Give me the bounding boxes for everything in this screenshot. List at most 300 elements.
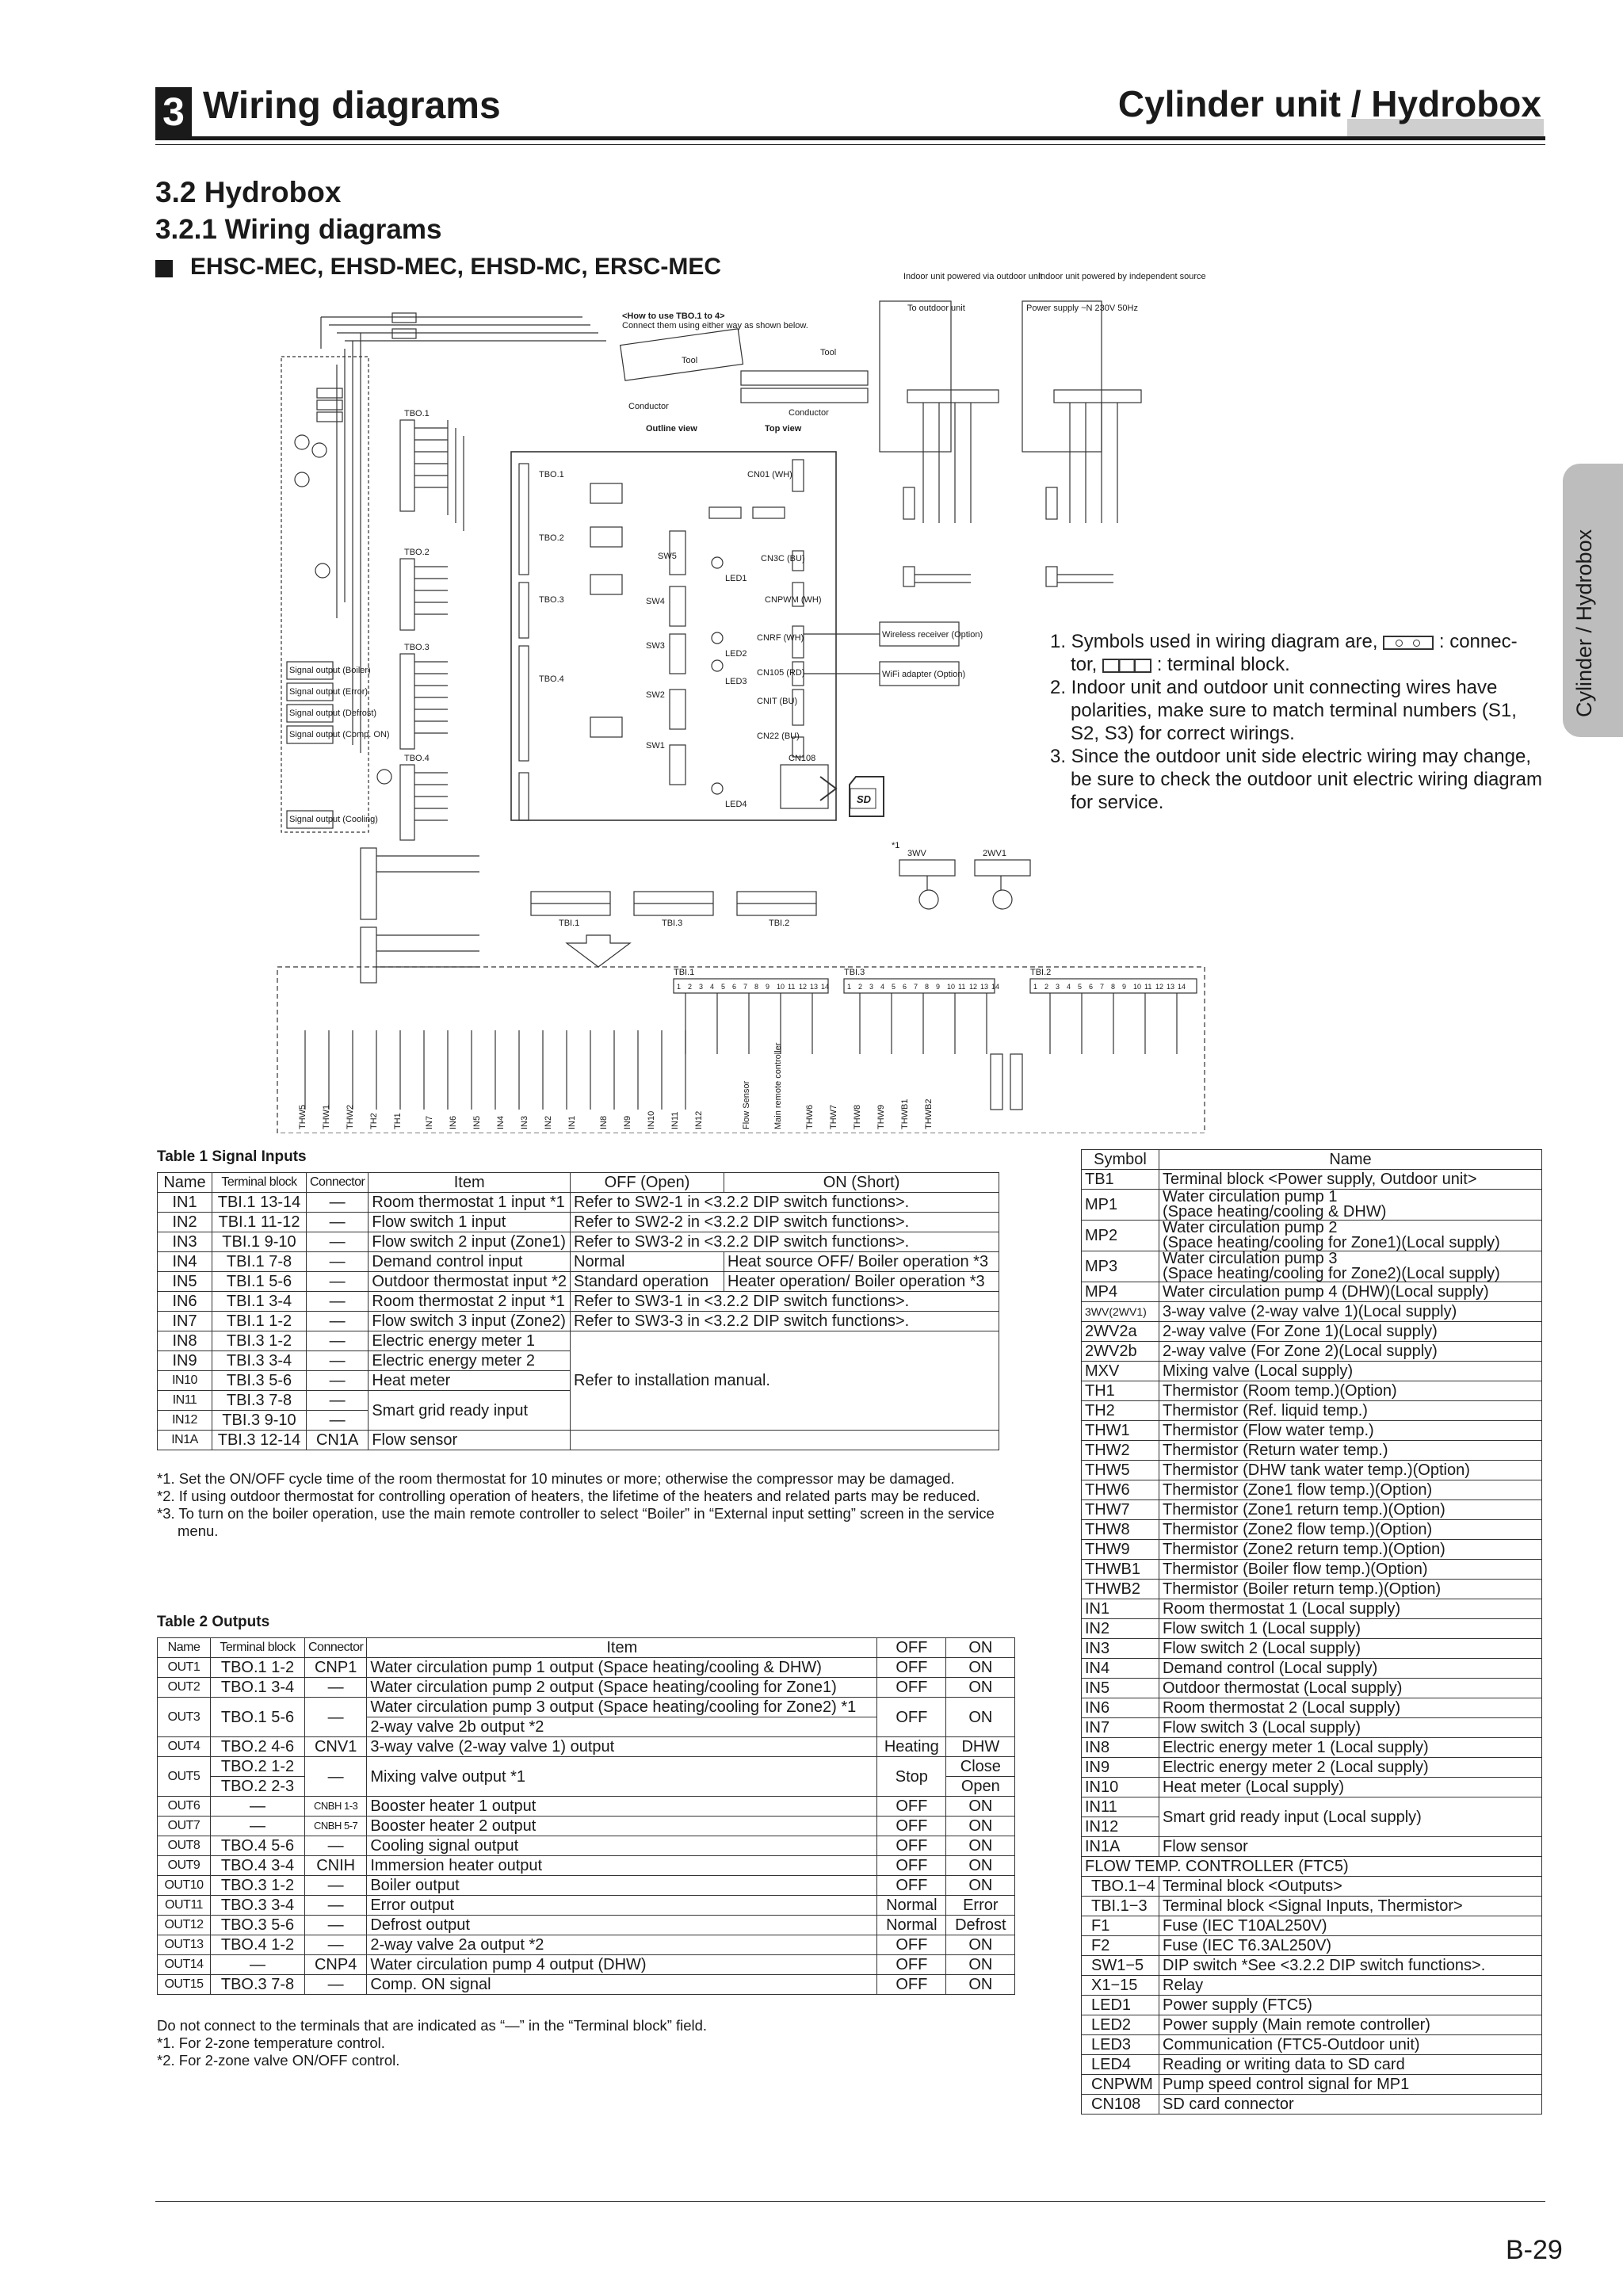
t2-header: OFF — [877, 1638, 946, 1658]
table-row — [1082, 1936, 1542, 1956]
name-cell: Terminal block <Outputs> — [1159, 1877, 1542, 1897]
symbol-cell: THW5 — [1082, 1461, 1159, 1480]
symbol-cell: IN11 — [1082, 1797, 1159, 1817]
table-row: IN10 TBI.3 5-6 — Heat meter — [158, 1371, 999, 1391]
name-cell: Thermistor (Boiler flow temp.)(Option) — [1159, 1560, 1542, 1580]
symbol-cell: MP3 — [1082, 1251, 1159, 1282]
symbol-cell: 2WV2a — [1082, 1322, 1159, 1342]
symbol-cell: CNPWM — [1082, 2075, 1159, 2095]
name-cell — [1159, 1190, 1542, 1221]
symbol-cell: MP4 — [1082, 1282, 1159, 1302]
tbi-terminal-number: 2 — [688, 983, 693, 991]
table-row: OUT10 TBO.3 1-2 — Boiler output OFF ON — [158, 1876, 1015, 1896]
cn3c-label: CN3C (BU) — [761, 554, 805, 563]
tbi-terminal-number: 12 — [799, 983, 808, 991]
tbi-terminal-number: 14 — [1178, 983, 1186, 991]
table-row: OUT2 TBO.1 3-4 — Water circulation pump 2 output (Space heating/cooling for Zone1) OFF ON — [158, 1678, 1015, 1698]
table-row — [1082, 1718, 1542, 1738]
sw1-label: SW1 — [646, 741, 665, 751]
chapter-number: 3 — [155, 87, 192, 136]
thermistor-label: THW8 — [853, 1104, 862, 1129]
name-cell: Thermistor (Boiler return temp.)(Option) — [1159, 1580, 1542, 1599]
symbol-cell: MP2 — [1082, 1221, 1159, 1251]
table-row: IN9 TBI.3 3-4 — Electric energy meter 2 — [158, 1351, 999, 1371]
symbol-cell: LED3 — [1082, 2035, 1159, 2055]
table-row — [1082, 1190, 1542, 1221]
t2-header: ON — [946, 1638, 1015, 1658]
name-cell: Terminal block <Power supply, Outdoor unit> — [1159, 1170, 1542, 1190]
table-row: OUT6 — CNBH 1-3 Booster heater 1 output OFF ON — [158, 1797, 1015, 1817]
tbi-terminal-number: 10 — [947, 983, 956, 991]
tbi-terminal-number: 8 — [754, 983, 759, 991]
signal-comp-on: Signal output (Comp. ON) — [289, 730, 390, 739]
name-line: Water circulation pump 1 — [1163, 1189, 1338, 1205]
table-row — [1082, 1996, 1542, 2015]
name-line: Water circulation pump 2 — [1163, 1220, 1338, 1236]
name-cell: Thermistor (Zone1 flow temp.)(Option) — [1159, 1480, 1542, 1500]
name-cell: 2-way valve (For Zone 2)(Local supply) — [1159, 1342, 1542, 1362]
cn105-label: CN105 (RD) — [757, 668, 805, 678]
tbi-terminal-number: 6 — [903, 983, 907, 991]
left-harness-boundary — [281, 357, 369, 832]
table-row — [1082, 2055, 1542, 2075]
t2-header: Connector — [305, 1638, 367, 1658]
chapter-title: Wiring diagrams — [203, 85, 501, 127]
svg-text:SD: SD — [857, 793, 872, 805]
table-row — [1082, 1599, 1542, 1619]
name-cell: Power supply (FTC5) — [1159, 1996, 1542, 2015]
tbi-terminal-number: 3 — [699, 983, 704, 991]
led4-label: LED4 — [725, 800, 747, 809]
table-row — [1082, 1421, 1542, 1441]
symbol-cell: F2 — [1082, 1936, 1159, 1956]
power-supply-label: Power supply ~N 230V 50Hz — [1026, 304, 1138, 313]
name-cell: DIP switch *See <3.2.2 DIP switch functions>. — [1159, 1956, 1542, 1976]
signal-error: Signal output (Error) — [289, 687, 369, 697]
name-line: (Space heating/cooling for Zone2)(Local supply) — [1163, 1265, 1500, 1282]
signal-cooling: Signal output (Cooling) — [289, 815, 378, 824]
t1-header: ON (Short) — [724, 1173, 999, 1193]
t2-header: Item — [367, 1638, 877, 1658]
pcb-tbo1-label: TBO.1 — [539, 470, 564, 479]
table-row: IN12 TBI.3 9-10 — — [158, 1411, 999, 1431]
tool-label: Tool — [682, 356, 698, 365]
name-cell: Outdoor thermostat (Local supply) — [1159, 1679, 1542, 1698]
tbi-terminal-number: 8 — [925, 983, 930, 991]
footnote: *2. If using outdoor thermostat for controlling operation of heaters, the lifetime of the heaters and related parts may be reduced. — [157, 1488, 980, 1504]
table-row — [1082, 1758, 1542, 1778]
table-row — [1082, 1916, 1542, 1936]
table-row: OUT8 TBO.4 5-6 — Cooling signal output OFF ON — [158, 1836, 1015, 1856]
tbi-terminal-number: 13 — [980, 983, 989, 991]
name-cell: Room thermostat 2 (Local supply) — [1159, 1698, 1542, 1718]
table-row: IN1 TBI.1 13-14 — Room thermostat 1 input *1 Refer to SW2-1 in <3.2.2 DIP switch functions>. — [158, 1193, 999, 1213]
table-row — [1082, 1619, 1542, 1639]
tbo3-label: TBO.3 — [404, 643, 430, 652]
terminal-block-symbol-icon — [1102, 659, 1151, 673]
table-row — [1082, 1461, 1542, 1480]
name-cell: Thermistor (Zone2 flow temp.)(Option) — [1159, 1520, 1542, 1540]
tbi-terminal-number: 5 — [1078, 983, 1083, 991]
name-cell: Reading or writing data to SD card — [1159, 2055, 1542, 2075]
name-cell: Flow sensor — [1159, 1837, 1542, 1857]
thermistor-label: THW7 — [829, 1104, 838, 1129]
table-row — [1082, 1362, 1542, 1381]
signal-inputs-table — [157, 1172, 999, 1450]
table-row: OUT5 TBO.2 1-2 — Mixing valve output *1 Stop Close — [158, 1757, 1015, 1777]
thermistor-label: TH2 — [369, 1113, 379, 1129]
thermistor-label: IN4 — [496, 1115, 506, 1129]
tbi-terminal-number: 7 — [914, 983, 918, 991]
thermistor-label: IN9 — [623, 1115, 632, 1129]
tbi-terminal-number: 3 — [869, 983, 874, 991]
symbol-cell: IN7 — [1082, 1718, 1159, 1738]
table-row: 2-way valve 2b output *2 — [158, 1717, 1015, 1737]
name-line: Water circulation pump 3 — [1163, 1251, 1338, 1267]
symbol-cell: IN3 — [1082, 1639, 1159, 1659]
tbi-terminal-number: 5 — [721, 983, 726, 991]
symbol-cell: IN1 — [1082, 1599, 1159, 1619]
table-row — [1082, 1401, 1542, 1421]
note-3: 3. Since the outdoor unit side electric wiring may change, be sure to check the outdoor unit electric wiring diagram for service. — [1050, 746, 1542, 813]
header-rule-thin — [155, 144, 1545, 145]
t1-header: Name — [158, 1173, 212, 1193]
tbi-terminal-number: 6 — [732, 983, 737, 991]
thermistor-label: IN12 — [694, 1110, 704, 1129]
thermistor-label: THW5 — [298, 1104, 307, 1129]
wireless-receiver-label: Wireless receiver (Option) — [882, 630, 983, 640]
tbi2-pcb-label: TBI.2 — [769, 919, 790, 928]
name-cell: Thermistor (Zone1 return temp.)(Option) — [1159, 1500, 1542, 1520]
table-row: IN1A TBI.3 12-14 CN1A Flow sensor — [158, 1431, 999, 1450]
tool-label-2: Tool — [820, 348, 837, 357]
thermistor-label: THWB2 — [924, 1098, 934, 1129]
tbi-terminal-number: 14 — [991, 983, 1000, 991]
name-cell: Thermistor (Flow water temp.) — [1159, 1421, 1542, 1441]
symbol-cell: IN9 — [1082, 1758, 1159, 1778]
subsection-heading: 3.2.1 Wiring diagrams — [155, 214, 442, 245]
sw4-label: SW4 — [646, 597, 665, 606]
name-cell: Relay — [1159, 1976, 1542, 1996]
table-row — [1082, 1282, 1542, 1302]
footnote: *1. Set the ON/OFF cycle time of the room thermostat for 10 minutes or more; otherwise the compressor may be damaged. — [157, 1470, 955, 1487]
table-row — [1082, 2095, 1542, 2115]
thermistor-label: IN5 — [472, 1115, 482, 1129]
thermistor-label: THW2 — [346, 1104, 355, 1129]
t1-header: Terminal block — [212, 1173, 307, 1193]
table2-footnotes — [157, 2017, 997, 2069]
table-row — [1082, 1520, 1542, 1540]
symbol-cell: F1 — [1082, 1916, 1159, 1936]
name-cell: Smart grid ready input (Local supply) — [1159, 1797, 1542, 1837]
tbi3-label: TBI.3 — [844, 968, 865, 977]
symbol-cell: 3WV(2WV1) — [1082, 1302, 1159, 1322]
table-row: OUT11 TBO.3 3-4 — Error output Normal Error — [158, 1896, 1015, 1916]
symbol-cell: TBO.1−4 — [1082, 1877, 1159, 1897]
conductor-label: Conductor — [628, 402, 669, 411]
header-right-title: Cylinder unit / Hydrobox — [1117, 83, 1541, 124]
outputs-table — [157, 1637, 1015, 1995]
name-cell: Power supply (Main remote controller) — [1159, 2015, 1542, 2035]
symbol-cell: THW1 — [1082, 1421, 1159, 1441]
table-row — [1082, 1956, 1542, 1976]
tbi-terminal-number: 10 — [1133, 983, 1142, 991]
symbol-cell: IN12 — [1082, 1817, 1159, 1837]
symbol-cell: IN5 — [1082, 1679, 1159, 1698]
tbi-terminal-number: 4 — [880, 983, 885, 991]
name-line: (Space heating/cooling for Zone1)(Local supply) — [1163, 1234, 1500, 1251]
table-row: OUT1 TBO.1 1-2 CNP1 Water circulation pump 1 output (Space heating/cooling & DHW) OFF ON — [158, 1658, 1015, 1678]
thermistor-label: THW1 — [322, 1104, 331, 1129]
name-cell: Thermistor (DHW tank water temp.)(Option) — [1159, 1461, 1542, 1480]
tbi-terminal-number: 7 — [1100, 983, 1105, 991]
table-row — [1082, 1698, 1542, 1718]
valve-2wv1: 2WV1 — [983, 849, 1006, 858]
tbi-terminal-number: 9 — [936, 983, 941, 991]
t2-header: Terminal block — [211, 1638, 305, 1658]
name-cell: Pump speed control signal for MP1 — [1159, 2075, 1542, 2095]
thermistor-label: IN10 — [647, 1110, 656, 1129]
tbi-terminal-number: 2 — [858, 983, 863, 991]
signal-defrost: Signal output (Defrost) — [289, 709, 377, 718]
table-row — [1082, 1778, 1542, 1797]
name-cell: Thermistor (Return water temp.) — [1159, 1441, 1542, 1461]
table-row: IN6 TBI.1 3-4 — Room thermostat 2 input *1 Refer to SW3-1 in <3.2.2 DIP switch functions>. — [158, 1292, 999, 1312]
pcb-tbo3-label: TBO.3 — [539, 595, 564, 605]
sw5-label: SW5 — [658, 552, 677, 561]
merged-note-cell: Refer to installation manual. — [571, 1331, 999, 1431]
name-cell: Electric energy meter 1 (Local supply) — [1159, 1738, 1542, 1758]
thermistor-label: THW6 — [805, 1104, 815, 1129]
table-row — [1082, 2075, 1542, 2095]
thermistor-label: TH1 — [393, 1113, 403, 1129]
tbi-terminal-number: 4 — [710, 983, 715, 991]
name-cell: Flow switch 1 (Local supply) — [1159, 1619, 1542, 1639]
name-cell: Flow switch 2 (Local supply) — [1159, 1639, 1542, 1659]
table-row: IN7 TBI.1 1-2 — Flow switch 3 input (Zone2) Refer to SW3-3 in <3.2.2 DIP switch functions>. — [158, 1312, 999, 1331]
thermistor-label: IN8 — [599, 1115, 609, 1129]
name-cell: 2-way valve (For Zone 1)(Local supply) — [1159, 1322, 1542, 1342]
table-row — [1082, 1500, 1542, 1520]
table-row: OUT9 TBO.4 3-4 CNIH Immersion heater output OFF ON — [158, 1856, 1015, 1876]
tbi2-label: TBI.2 — [1030, 968, 1052, 977]
name-cell — [1159, 1221, 1542, 1251]
table-row: IN5 TBI.1 5-6 — Outdoor thermostat input *2 Standard operation Heater operation/ Boiler operation *3 — [158, 1272, 999, 1292]
tbo4-label: TBO.4 — [404, 754, 430, 763]
thermistor-label: IN3 — [520, 1115, 529, 1129]
to-outdoor-label: To outdoor unit — [907, 304, 965, 313]
side-tab[interactable] — [1563, 464, 1623, 737]
table2-caption: Table 2 Outputs — [157, 1614, 270, 1630]
notes-block — [1050, 630, 1549, 814]
table-row: OUT3 TBO.1 5-6 — Water circulation pump 3 output (Space heating/cooling for Zone2) *1 OFF ON — [158, 1698, 1015, 1717]
symbol-cell: LED1 — [1082, 1996, 1159, 2015]
symbol-cell: LED4 — [1082, 2055, 1159, 2075]
sw2-label: SW2 — [646, 690, 665, 700]
table-row: OUT7 — CNBH 5-7 Booster heater 2 output OFF ON — [158, 1817, 1015, 1836]
tbi1-label: TBI.1 — [674, 968, 695, 977]
table-row: IN8 TBI.3 1-2 — Electric energy meter 1 Refer to installation manual. — [158, 1331, 999, 1351]
symbol-cell: THWB2 — [1082, 1580, 1159, 1599]
name-cell: Thermistor (Zone2 return temp.)(Option) — [1159, 1540, 1542, 1560]
tbi-terminal-number: 13 — [810, 983, 819, 991]
cn22-label: CN22 (BU) — [757, 732, 800, 741]
table-row — [1082, 1976, 1542, 1996]
symbol-cell: IN1A — [1082, 1837, 1159, 1857]
table-row: OUT12 TBO.3 5-6 — Defrost output Normal Defrost — [158, 1916, 1015, 1935]
tbi-terminal-number: 10 — [777, 983, 785, 991]
name-cell: Communication (FTC5-Outdoor unit) — [1159, 2035, 1542, 2055]
table-row: IN11 TBI.3 7-8 — Smart grid ready input — [158, 1391, 999, 1411]
led2-label: LED2 — [725, 649, 747, 659]
thermistor-label: IN7 — [425, 1115, 434, 1129]
how-to-use-label: <How to use TBO.1 to 4> — [622, 311, 725, 321]
tbi-terminal-number: 1 — [847, 983, 852, 991]
table-row: IN2 TBI.1 11-12 — Flow switch 1 input Refer to SW2-2 in <3.2.2 DIP switch functions>. — [158, 1213, 999, 1232]
name-cell: Room thermostat 1 (Local supply) — [1159, 1599, 1542, 1619]
section-heading: 3.2 Hydrobox — [155, 176, 342, 208]
cnpwm-label: CNPWM (WH) — [765, 595, 822, 605]
table-row: OUT4 TBO.2 4-6 CNV1 3-way valve (2-way valve 1) output Heating DHW — [158, 1737, 1015, 1757]
name-cell: Thermistor (Ref. liquid temp.) — [1159, 1401, 1542, 1421]
side-tab-label: Cylinder / Hydrobox — [1572, 529, 1596, 717]
table-row: OUT15 TBO.3 7-8 — Comp. ON signal OFF ON — [158, 1975, 1015, 1995]
thermistor-label: THWB1 — [900, 1098, 910, 1129]
symbol-cell: MXV — [1082, 1362, 1159, 1381]
symbol-cell: TB1 — [1082, 1170, 1159, 1190]
table-row — [1082, 2035, 1542, 2055]
symbol-cell: TH2 — [1082, 1401, 1159, 1421]
symbol-cell: IN4 — [1082, 1659, 1159, 1679]
wifi-adapter-label: WiFi adapter (Option) — [882, 670, 966, 679]
name-cell: Thermistor (Room temp.)(Option) — [1159, 1381, 1542, 1401]
symbol-cell: THW7 — [1082, 1500, 1159, 1520]
tbi-terminal-number: 1 — [677, 983, 682, 991]
cnit-label: CNIT (BU) — [757, 697, 798, 706]
table-row — [1082, 1580, 1542, 1599]
thermistor-label: Main remote controller — [773, 1042, 783, 1129]
note-star: *1 — [892, 841, 900, 850]
tbi-terminal-number: 11 — [788, 983, 796, 991]
table-row — [1082, 1679, 1542, 1698]
led1-label: LED1 — [725, 574, 747, 583]
table1-footnotes — [157, 1470, 997, 1540]
tbi-terminal-number: 8 — [1111, 983, 1116, 991]
symbol-cell: TBI.1−3 — [1082, 1897, 1159, 1916]
tbi-terminal-number: 4 — [1067, 983, 1071, 991]
name-line: (Space heating/cooling & DHW) — [1163, 1203, 1387, 1221]
symbol-cell: TH1 — [1082, 1381, 1159, 1401]
name-cell: 3-way valve (2-way valve 1)(Local supply) — [1159, 1302, 1542, 1322]
table-row — [1082, 1381, 1542, 1401]
symbol-cell: IN10 — [1082, 1778, 1159, 1797]
t1-header: OFF (Open) — [571, 1173, 724, 1193]
symbol-cell: THW2 — [1082, 1441, 1159, 1461]
thermistor-label: IN6 — [449, 1115, 458, 1129]
symbol-cell: THWB1 — [1082, 1560, 1159, 1580]
t2-header: Name — [158, 1638, 211, 1658]
tbi-terminal-number: 1 — [1033, 983, 1038, 991]
footer-rule — [155, 2201, 1545, 2202]
signal-boiler: Signal output (Boiler) — [289, 666, 371, 675]
table-row — [1082, 1639, 1542, 1659]
page-number: B-29 — [1506, 2235, 1563, 2265]
table-row — [1082, 1837, 1542, 1857]
name-cell: Water circulation pump 4 (DHW)(Local supply) — [1159, 1282, 1542, 1302]
name-cell: SD card connector — [1159, 2095, 1542, 2115]
sd-card-icon — [850, 789, 876, 808]
table-row — [1082, 1560, 1542, 1580]
table-row: TBO.2 2-3 Open — [158, 1777, 1015, 1797]
header-rule — [155, 136, 1545, 140]
bullet-square-icon — [155, 260, 173, 277]
note-1b-pre: tor, — [1071, 654, 1098, 675]
cn108-label: CN108 — [789, 754, 816, 763]
symbol-cell: SW1−5 — [1082, 1956, 1159, 1976]
symbol-cell: 2WV2b — [1082, 1342, 1159, 1362]
footnote: *1. For 2-zone temperature control. — [157, 2034, 385, 2051]
tbi-terminal-number: 6 — [1089, 983, 1094, 991]
tbi-terminal-number: 9 — [1122, 983, 1127, 991]
tbi-terminal-number: 5 — [892, 983, 896, 991]
table-row — [1082, 1480, 1542, 1500]
symbol-cell: MP1 — [1082, 1190, 1159, 1221]
cn01-label: CN01 (WH) — [747, 470, 792, 479]
thermistor-labels — [298, 1042, 934, 1129]
powered-via-outdoor-label: Indoor unit powered via outdoor unit — [903, 272, 1043, 281]
t1-header: Item — [369, 1173, 571, 1193]
led3-label: LED3 — [725, 677, 747, 686]
note-1-post: : connec- — [1438, 631, 1518, 652]
table-row — [1082, 1302, 1542, 1322]
name-cell: Mixing valve (Local supply) — [1159, 1362, 1542, 1381]
symbol-cell: IN8 — [1082, 1738, 1159, 1758]
table-row — [1082, 1540, 1542, 1560]
tbi-terminal-number: 9 — [766, 983, 770, 991]
table-row — [1082, 1322, 1542, 1342]
symbol-cell: IN2 — [1082, 1619, 1159, 1639]
name-cell: Heat meter (Local supply) — [1159, 1778, 1542, 1797]
tbo2-label: TBO.2 — [404, 548, 430, 557]
t1-header: Connector — [307, 1173, 369, 1193]
table-row — [1082, 1251, 1542, 1282]
thermistor-label: Flow Sensor — [742, 1080, 751, 1129]
connector-symbol-icon — [1383, 636, 1434, 650]
name-cell: Terminal block <Signal Inputs, Thermistor> — [1159, 1897, 1542, 1916]
table-row — [1082, 1897, 1542, 1916]
thermistor-label: IN1 — [567, 1115, 577, 1129]
table-row: IN4 TBI.1 7-8 — Demand control input Normal Heat source OFF/ Boiler operation *3 — [158, 1252, 999, 1272]
tbi-terminal-numbers — [677, 983, 1186, 991]
symbol-cell: THW8 — [1082, 1520, 1159, 1540]
thermistor-label: IN11 — [670, 1111, 680, 1129]
name-cell: Demand control (Local supply) — [1159, 1659, 1542, 1679]
tbi-terminal-number: 12 — [969, 983, 978, 991]
pcb-tbo2-label: TBO.2 — [539, 533, 564, 543]
symbol-cell: IN6 — [1082, 1698, 1159, 1718]
tbi3-pcb-label: TBI.3 — [662, 919, 683, 928]
cnrf-label: CNRF (WH) — [757, 633, 804, 643]
table-row — [1082, 1441, 1542, 1461]
table-row — [1082, 1797, 1542, 1817]
note-1b-post: : terminal block. — [1156, 654, 1290, 675]
table-row — [1082, 1659, 1542, 1679]
table-row — [1082, 1221, 1542, 1251]
tbi-terminal-number: 13 — [1167, 983, 1175, 991]
note-1-pre: 1. Symbols used in wiring diagram are, — [1050, 631, 1378, 652]
outline-view-label: Outline view — [646, 424, 697, 434]
name-cell: Electric energy meter 2 (Local supply) — [1159, 1758, 1542, 1778]
